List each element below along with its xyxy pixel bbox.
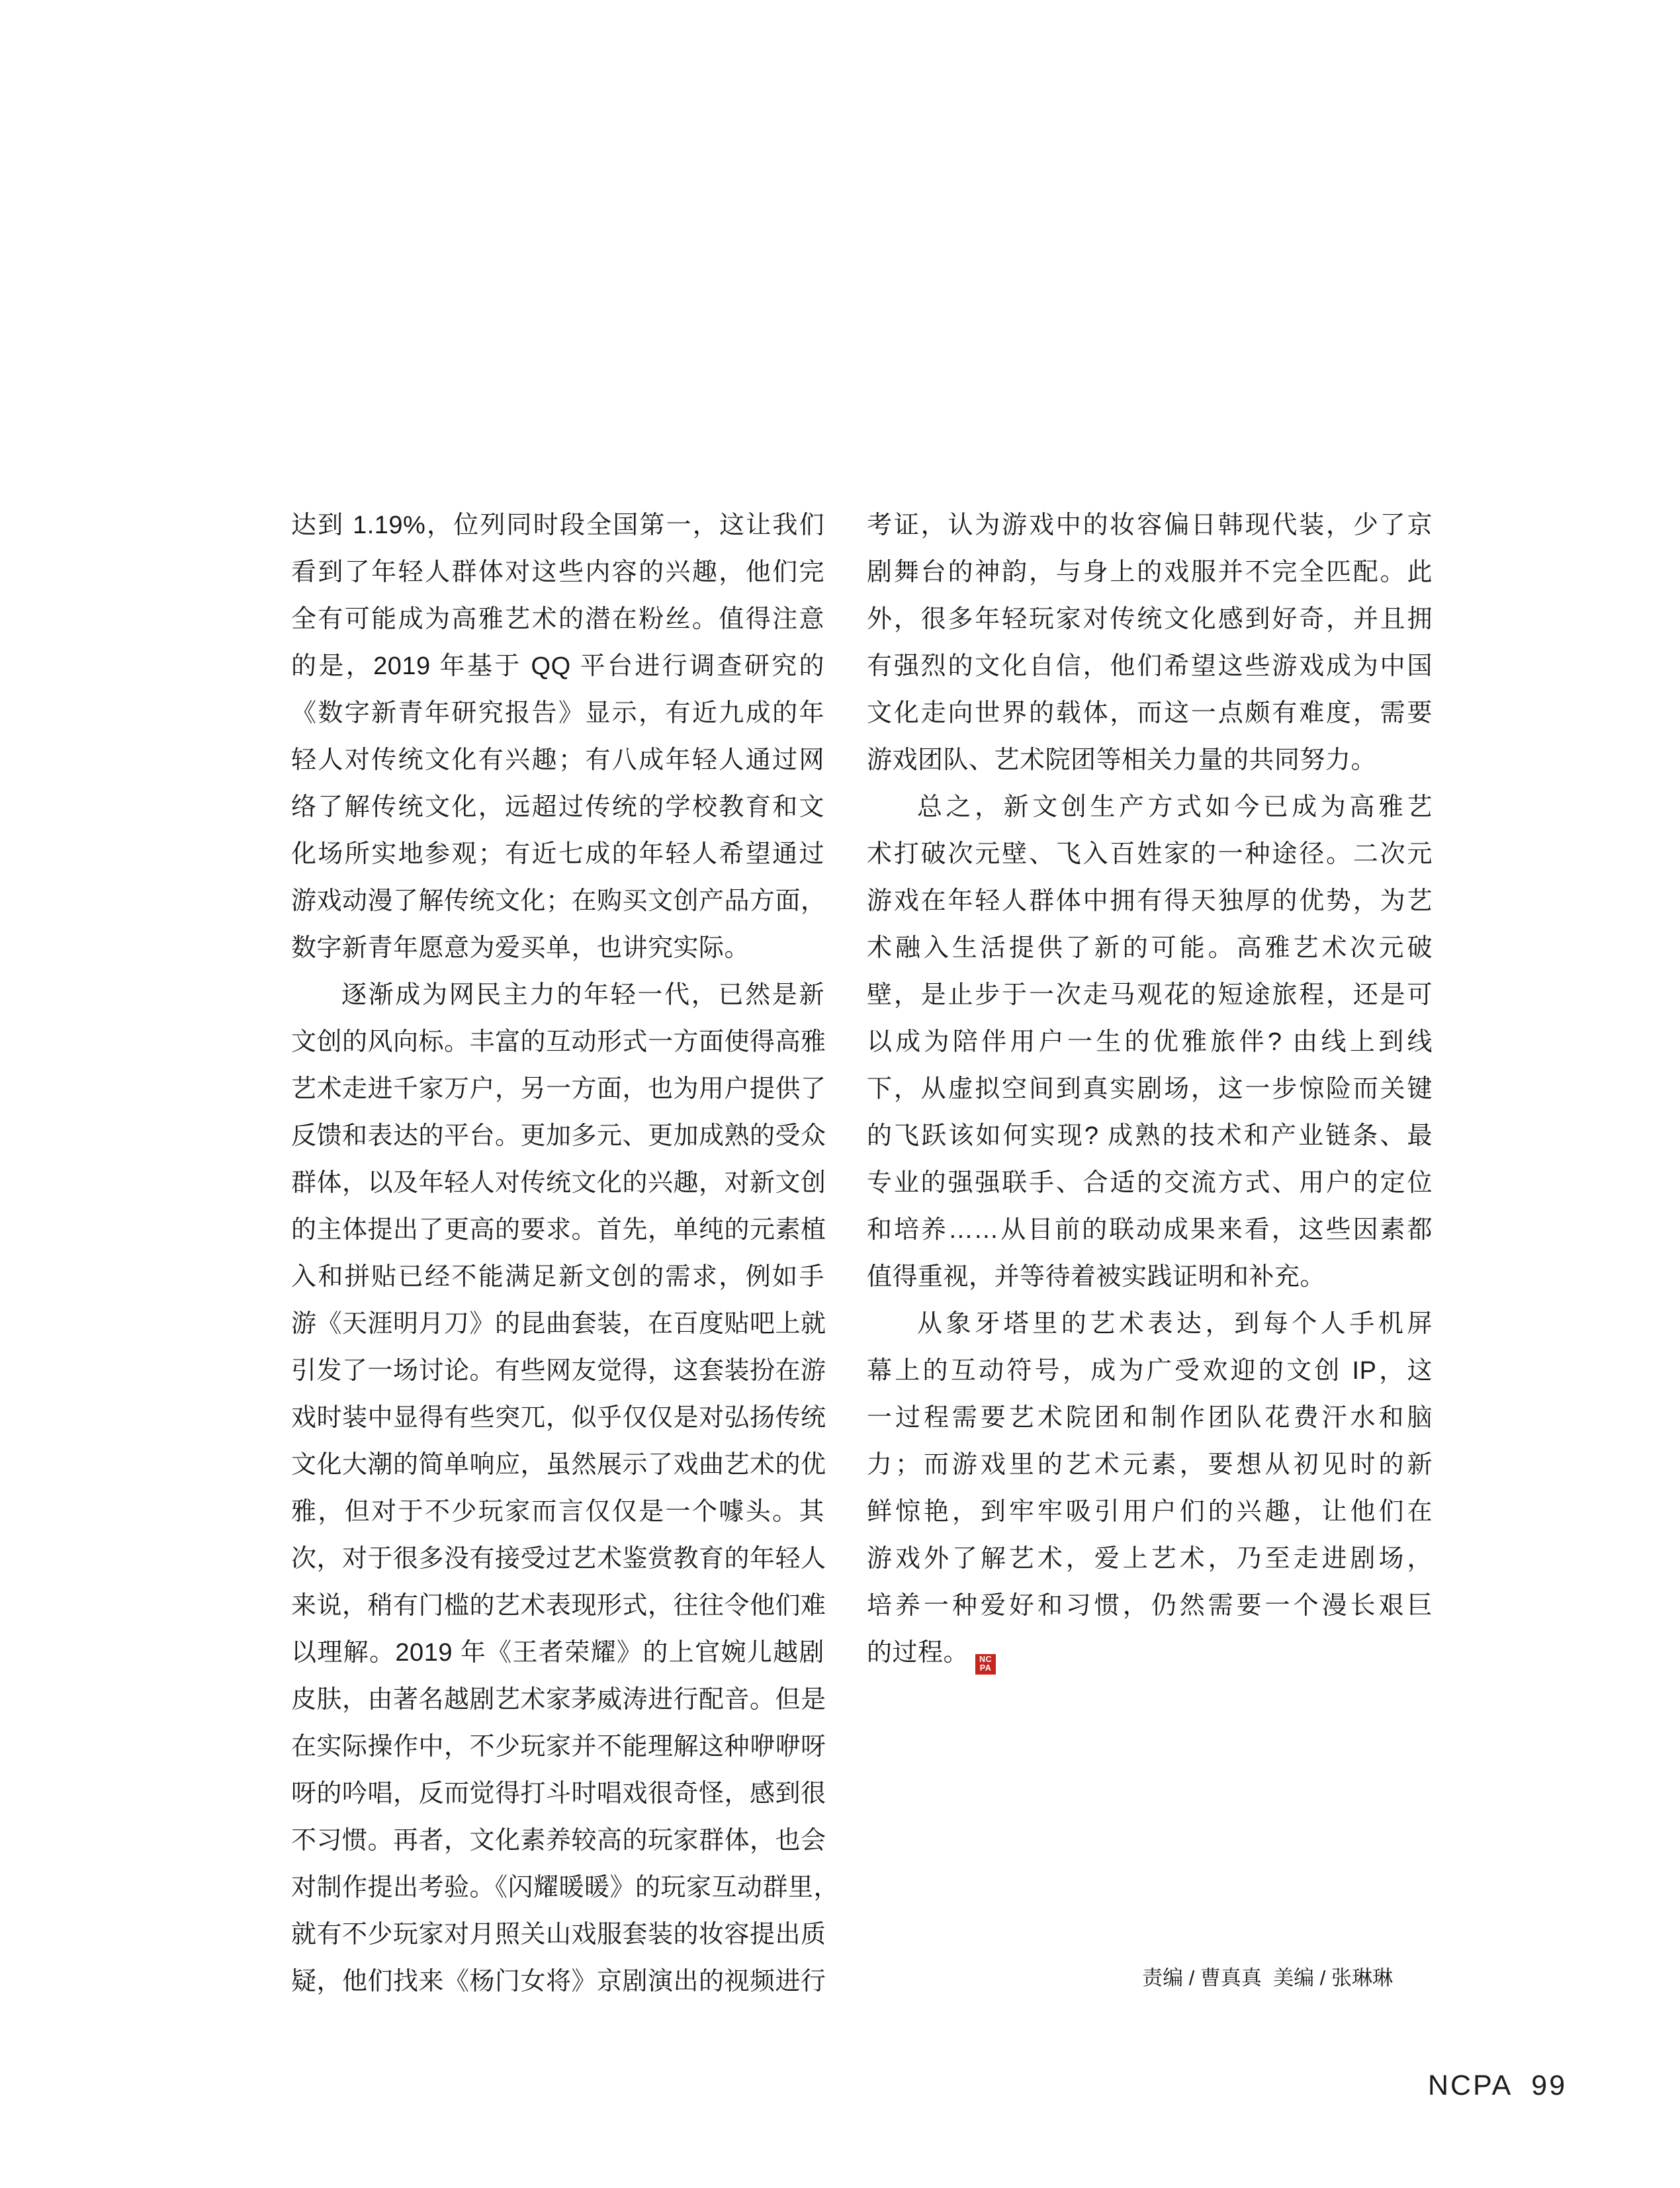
text-line-content: 力；而游戏里的艺术元素，要想从初见时的新 — [867, 1451, 1433, 1479]
text-line — [867, 1019, 1433, 1066]
text-line-content: 术打破次元壁、飞入百姓家的一种途径。二次元 — [867, 840, 1433, 868]
text-line-content: 和培养……从目前的联动成果来看，这些因素都 — [867, 1216, 1433, 1244]
text-line — [291, 1066, 824, 1113]
text-line-content: 化场所实地参观；有近七成的年轻人希望通过 — [291, 840, 824, 868]
text-line-content: 呀的吟唱，反而觉得打斗时唱戏很奇怪，感到很 — [291, 1780, 826, 1808]
text-line-content: 有强烈的文化自信，他们希望这些游戏成为中国 — [867, 652, 1433, 680]
text-line — [291, 1630, 824, 1677]
page-number: 99 — [1531, 2070, 1568, 2101]
text-line — [867, 549, 1433, 596]
text-line — [291, 1442, 824, 1489]
text-line-content: 反馈和表达的平台。更加多元、更加成熟的受众 — [291, 1122, 826, 1150]
text-line-content: 文化大潮的简单响应，虽然展示了戏曲艺术的优 — [291, 1451, 826, 1479]
text-line — [291, 737, 824, 784]
text-line — [291, 925, 824, 972]
text-line-content: 疑，他们找来《杨门女将》京剧演出的视频进行 — [291, 1968, 826, 1995]
text-line-content: 外，很多年轻玩家对传统文化感到好奇，并且拥 — [867, 605, 1433, 633]
seal-text-bottom: PA — [979, 1663, 992, 1673]
text-line-content: 的主体提出了更高的要求。首先，单纯的元素植 — [291, 1216, 826, 1244]
text-line-content: 文创的风向标。丰富的互动形式一方面使得高雅 — [291, 1028, 826, 1056]
text-line — [291, 549, 824, 596]
seal-text-top: NC — [979, 1655, 993, 1664]
text-line-content: 皮肤，由著名越剧艺术家茅威涛进行配音。但是 — [291, 1686, 826, 1714]
text-line — [291, 1489, 824, 1536]
text-line — [867, 784, 1433, 831]
text-line — [291, 1254, 824, 1301]
text-line — [867, 1583, 1433, 1630]
text-line — [291, 1583, 824, 1630]
text-line-content: 群体，以及年轻人对传统文化的兴趣，对新文创 — [291, 1169, 826, 1197]
page-folio — [1428, 2068, 1567, 2103]
text-line — [291, 878, 824, 925]
text-line-content: 术融入生活提供了新的可能。高雅艺术次元破 — [867, 934, 1433, 962]
text-line-content: 在实际操作中，不少玩家并不能理解这种咿咿呀 — [291, 1733, 826, 1761]
text-line — [291, 972, 824, 1019]
text-line — [291, 596, 824, 643]
text-line — [291, 643, 824, 690]
text-line-content: 引发了一场讨论。有些网友觉得，这套装扮在游 — [291, 1357, 826, 1385]
text-line-content: 络了解传统文化，远超过传统的学校教育和文 — [291, 793, 824, 821]
text-line — [867, 1113, 1433, 1160]
text-line-content: 的是，2019 年基于 QQ 平台进行调查研究的 — [291, 652, 824, 680]
journal-abbr: NCPA — [1428, 2070, 1513, 2101]
left-text-column — [291, 502, 840, 2005]
text-line-content: 来说，稍有门槛的艺术表现形式，往往令他们难 — [291, 1592, 826, 1620]
text-line — [867, 1207, 1433, 1254]
text-line-content: 艺术走进千家万户，另一方面，也为用户提供了 — [291, 1075, 826, 1103]
text-line — [867, 1630, 1433, 1677]
text-line — [291, 1348, 824, 1395]
text-line — [867, 1301, 1433, 1348]
text-line-content: 游戏外了解艺术，爱上艺术，乃至走进剧场， — [867, 1545, 1433, 1573]
text-line — [291, 1207, 824, 1254]
text-line — [867, 1160, 1433, 1207]
text-line-content: 戏时装中显得有些突兀，似乎仅仅是对弘扬传统 — [291, 1404, 826, 1432]
text-line — [867, 1442, 1433, 1489]
text-line-content: 不习惯。再者，文化素养较高的玩家群体，也会 — [291, 1827, 826, 1855]
text-line — [867, 1395, 1433, 1442]
text-line-content: 总之，新文创生产方式如今已成为高雅艺 — [917, 793, 1433, 821]
text-line-content: 数字新青年愿意为爱买单，也讲究实际。 — [291, 934, 750, 962]
text-line — [291, 502, 824, 549]
text-line — [867, 1489, 1433, 1536]
text-line-content: 游戏动漫了解传统文化；在购买文创产品方面， — [291, 887, 826, 915]
text-line — [291, 1160, 824, 1207]
text-line-content: 达到 1.19%，位列同时段全国第一，这让我们 — [291, 511, 824, 539]
text-line — [867, 831, 1433, 878]
text-line — [867, 1536, 1433, 1583]
text-line — [291, 1911, 824, 1958]
text-line-content: 剧舞台的神韵，与身上的戏服并不完全匹配。此 — [867, 558, 1433, 586]
text-line-content: 文化走向世界的载体，而这一点颇有难度，需要 — [867, 699, 1433, 727]
text-line-content: 专业的强强联手、合适的交流方式、用户的定位 — [867, 1169, 1433, 1197]
text-line — [291, 1677, 824, 1724]
text-line — [867, 925, 1433, 972]
text-line — [291, 1536, 824, 1583]
text-line-content: 鲜惊艳，到牢牢吸引用户们的兴趣，让他们在 — [867, 1498, 1433, 1526]
ncpa-end-seal-icon — [975, 1654, 996, 1675]
text-line-content: 就有不少玩家对月照关山戏服套装的妆容提出质 — [291, 1921, 826, 1948]
text-line — [291, 1019, 824, 1066]
credits-line: 责编 / 曹真真 美编 / 张琳琳 — [1142, 1966, 1393, 1990]
text-line — [291, 1864, 840, 1911]
text-line — [867, 643, 1433, 690]
text-line-content: 下，从虚拟空间到真实剧场，这一步惊险而关键 — [867, 1075, 1433, 1103]
text-line-content: 全有可能成为高雅艺术的潜在粉丝。值得注意 — [291, 605, 824, 633]
text-line — [867, 690, 1433, 737]
text-line-content: 雅，但对于不少玩家而言仅仅是一个噱头。其 — [291, 1498, 824, 1526]
text-line-content: 以成为陪伴用户一生的优雅旅伴? 由线上到线 — [867, 1028, 1433, 1056]
text-line-content: 从象牙塔里的艺术表达，到每个人手机屏 — [917, 1310, 1433, 1338]
text-line-content: 考证，认为游戏中的妆容偏日韩现代装，少了京 — [867, 511, 1433, 539]
text-line — [291, 1724, 824, 1771]
text-line — [867, 1254, 1433, 1301]
text-line-content: 游《天涯明月刀》的昆曲套装，在百度贴吧上就 — [291, 1310, 826, 1338]
text-line-content: 逐渐成为网民主力的年轻一代，已然是新 — [341, 981, 824, 1009]
text-line — [867, 502, 1433, 549]
text-line — [867, 1066, 1433, 1113]
text-line-content: 的飞跃该如何实现? 成熟的技术和产业链条、最 — [867, 1122, 1433, 1150]
text-line-content: 《数字新青年研究报告》显示，有近九成的年 — [291, 699, 824, 727]
text-line — [291, 690, 824, 737]
text-line-content: 次，对于很多没有接受过艺术鉴赏教育的年轻人 — [291, 1545, 826, 1573]
text-line-content: 轻人对传统文化有兴趣；有八成年轻人通过网 — [291, 746, 824, 774]
text-line — [291, 1817, 824, 1864]
text-line — [291, 1958, 824, 2005]
text-line — [867, 972, 1433, 1019]
text-line — [291, 1113, 824, 1160]
text-line — [867, 596, 1433, 643]
text-line-content: 培养一种爱好和习惯，仍然需要一个漫长艰巨 — [867, 1592, 1433, 1620]
text-line-content: 游戏团队、艺术院团等相关力量的共同努力。 — [867, 746, 1377, 774]
text-line — [291, 1301, 824, 1348]
text-line-content: 值得重视，并等待着被实践证明和补充。 — [867, 1263, 1326, 1291]
text-line-content: 对制作提出考验。《闪耀暖暖》的玩家互动群里， — [291, 1874, 840, 1902]
text-line — [291, 1771, 824, 1817]
text-line-content: 入和拼贴已经不能满足新文创的需求，例如手 — [291, 1263, 824, 1291]
text-line-content: 游戏在年轻人群体中拥有得天独厚的优势，为艺 — [867, 887, 1433, 915]
text-line-content: 的过程。 — [867, 1639, 969, 1667]
text-line — [867, 737, 1433, 784]
right-text-column — [867, 502, 1433, 1677]
text-line-content: 壁，是止步于一次走马观花的短途旅程，还是可 — [867, 981, 1433, 1009]
text-line — [291, 784, 824, 831]
text-line-content: 幕上的互动符号，成为广受欢迎的文创 IP，这 — [867, 1357, 1433, 1385]
text-line — [291, 831, 824, 878]
text-line-content: 以理解。2019 年《王者荣耀》的上官婉儿越剧 — [291, 1639, 824, 1667]
text-line — [867, 1348, 1433, 1395]
text-line-content: 一过程需要艺术院团和制作团队花费汗水和脑 — [867, 1404, 1433, 1432]
text-line-content: 看到了年轻人群体对这些内容的兴趣，他们完 — [291, 558, 824, 586]
text-line — [867, 878, 1433, 925]
text-line — [291, 1395, 824, 1442]
